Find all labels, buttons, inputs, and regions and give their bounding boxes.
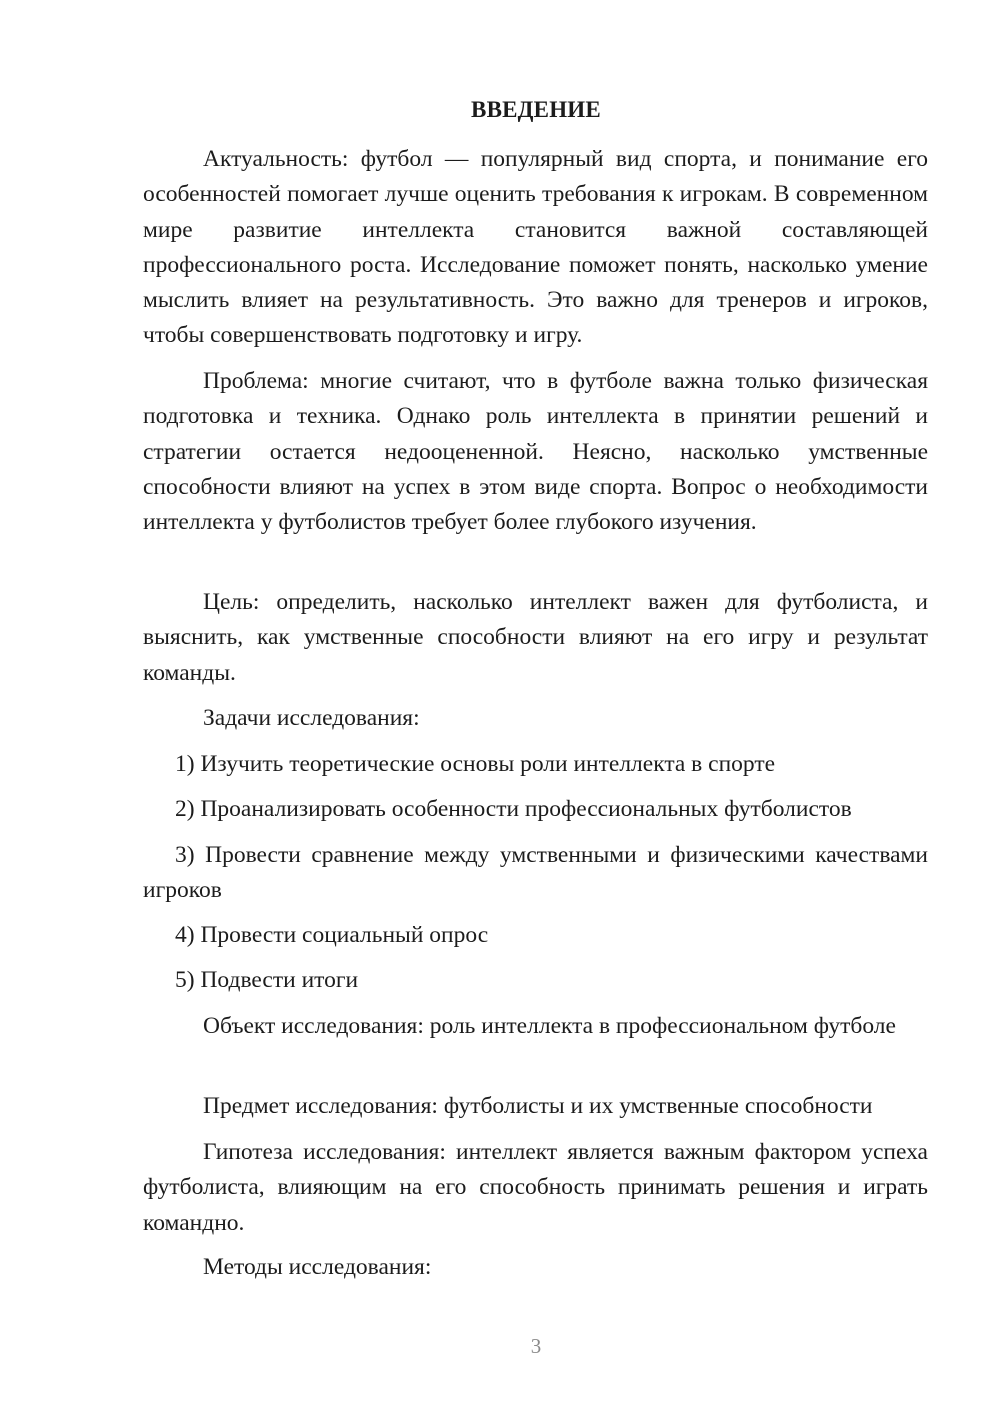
tasks-heading: Задачи исследования:: [203, 705, 420, 731]
paragraph-hypothesis: Гипотеза исследования: интеллект является важным фактором успеха футболиста, влияющим на его способность принимать решения и играть командно.: [143, 1139, 928, 1236]
paragraph-goal: Цель: определить, насколько интеллект важен для футболиста, и выяснить, как умственные способности влияют на его игру и результат команды.: [143, 589, 928, 686]
task-item-1: 1) Изучить теоретические основы роли интеллекта в спорте: [175, 751, 776, 777]
page-number: 3: [530, 1334, 542, 1358]
task-item-3: 3) Провести сравнение между умственными и физическими качествами игроков: [143, 842, 928, 904]
paragraph-problem: Проблема: многие считают, что в футболе важна только физическая подготовка и техника. Однако роль интеллекта в принятии решений и стратегии остается недооцененной. Неясно, насколько умственные способности влияют на успех в этом виде спорта. Вопрос о необходимости интеллекта у футболистов требует более глубокого изучения.: [143, 368, 928, 536]
task-item-5: 5) Подвести итоги: [175, 967, 359, 993]
task-item-2: 2) Проанализировать особенности профессиональных футболистов: [175, 796, 852, 822]
task-item-4: 4) Провести социальный опрос: [175, 922, 489, 948]
page-title: ВВЕДЕНИЕ: [471, 97, 601, 122]
methods-heading: Методы исследования:: [203, 1254, 432, 1280]
paragraph-object: Объект исследования: роль интеллекта в профессиональном футболе: [203, 1013, 896, 1039]
paragraph-subject: Предмет исследования: футболисты и их умственные способности: [203, 1093, 873, 1119]
paragraph-relevance: Актуальность: футбол — популярный вид спорта, и понимание его особенностей помогает лучше оценить требования к игрокам. В современном мире развитие интеллекта становится важной составляющей профессионального роста. Исследование поможет понять, насколько умение мыслить влияет на результативность. Это важно для тренеров и игроков, чтобы совершенствовать подготовку и игру.: [143, 146, 928, 349]
